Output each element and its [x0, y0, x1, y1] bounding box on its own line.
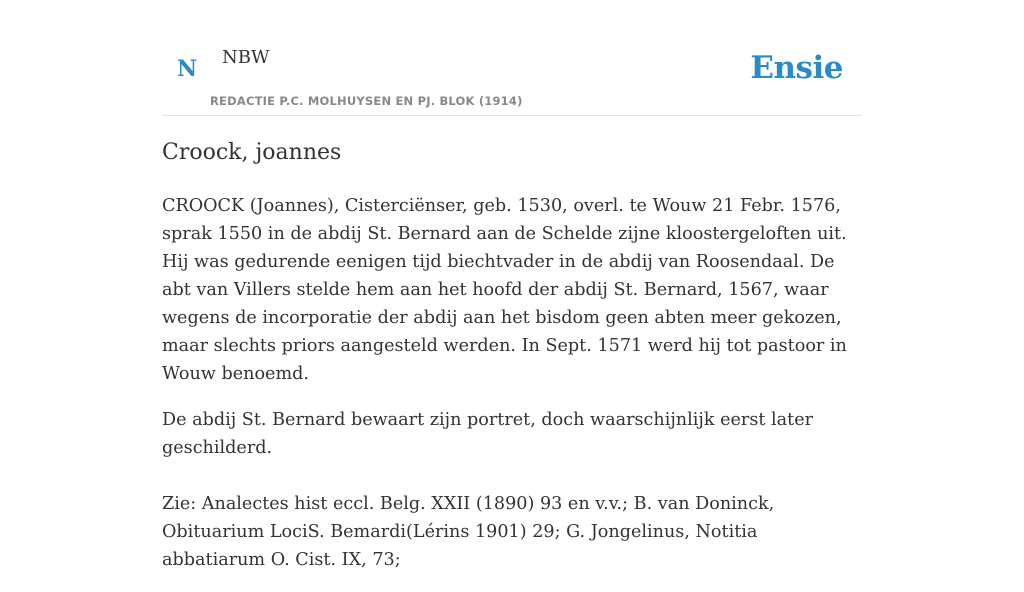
source-editors: REDACTIE P.C. MOLHUYSEN EN PJ. BLOK (1914): [210, 94, 523, 108]
article-paragraph-biography: CROOCK (Joannes), Cisterciënser, geb. 1530, overl. te Wouw 21 Febr. 1576, sprak 1550 in de abdij St. Bernard aan de Schelde zijne kloostergeloften uit. Hij was gedurende eenigen tijd biechtvader in de abdij van Roosendaal. De abt van Villers stelde hem aan het hoofd der abdij St. Bernard, 1567, waar wegens de incorporatie der abdij aan het bisdom geen abten meer gekozen, maar slechts priors aangesteld werden. In Sept. 1571 werd hij tot pastoor in Wouw benoemd.: [162, 196, 847, 384]
article-body: [162, 192, 862, 592]
source-name[interactable]: NBW: [222, 47, 270, 68]
source-logo[interactable]: N: [177, 56, 198, 82]
ensie-logo[interactable]: Ensie: [750, 50, 843, 86]
article-title: Croock, joannes: [162, 140, 342, 165]
source-header: [162, 0, 862, 116]
page-container: [162, 0, 862, 570]
article-paragraph-portrait: De abdij St. Bernard bewaart zijn portret, doch waarschijnlijk eerst later geschilderd.: [162, 410, 814, 458]
article-paragraph-references: Zie: Analectes hist eccl. Belg. XXII (1890) 93 en v.v.; B. van Doninck, Obituarium LociS. Bemardi(Lérins 1901) 29; G. Jongelinus, Notitia abbatiarum O. Cist. IX, 73;: [162, 494, 775, 570]
